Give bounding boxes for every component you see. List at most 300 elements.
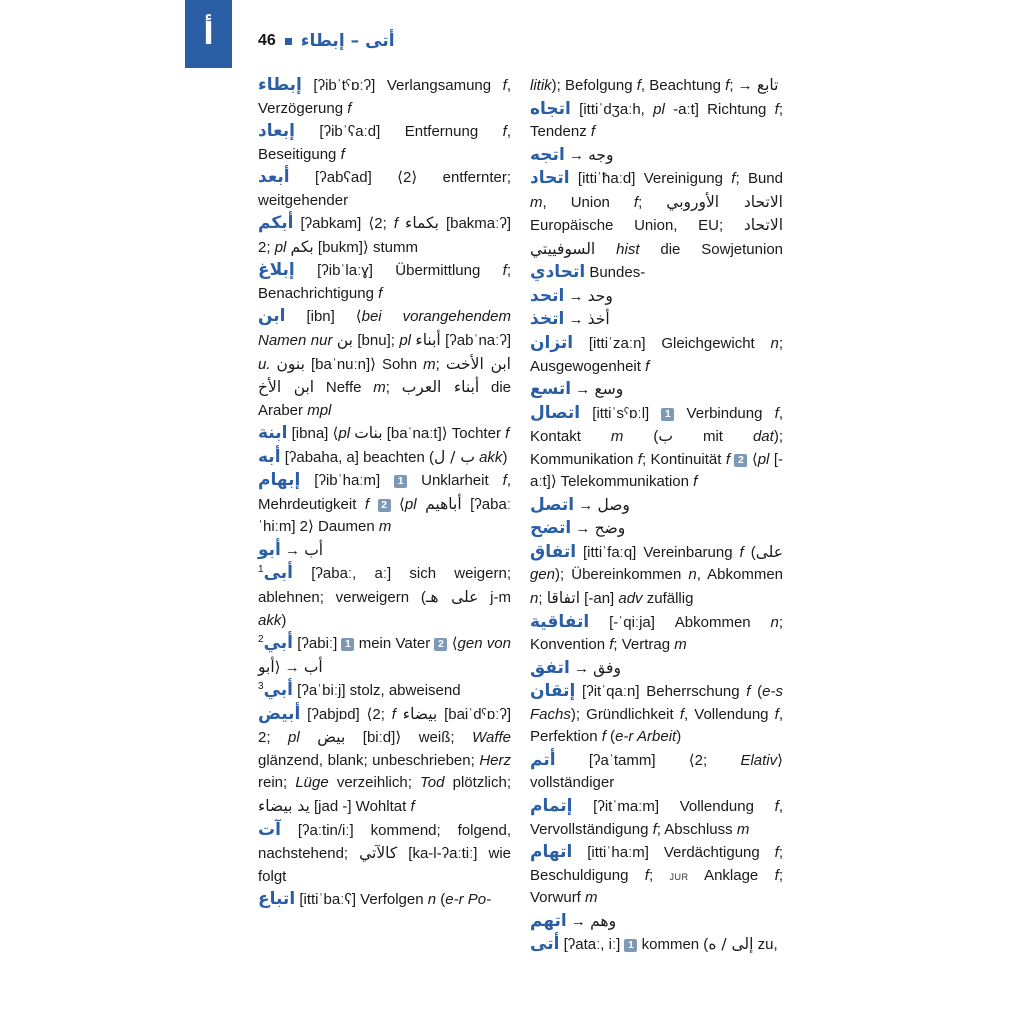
grammar-label: e-s Fachs [530, 683, 783, 723]
entry-text: → [564, 146, 589, 164]
dictionary-entry [530, 98, 783, 144]
grammar-label: pl [653, 100, 665, 118]
entry-text: ; [648, 866, 670, 884]
entry-text [369, 496, 378, 513]
grammar-label: m [423, 355, 436, 373]
grammar-label: n [688, 566, 697, 584]
entry-text: [ʔabaha, a] beachten ( [280, 448, 434, 466]
entry-text: Neffe [314, 379, 374, 397]
inline-arabic: بن [336, 331, 353, 350]
grammar-label: pl [274, 238, 287, 256]
inline-arabic: بنات [354, 424, 383, 443]
entry-text: zufällig [642, 590, 694, 608]
grammar-label: Waffe [472, 729, 511, 747]
entry-text: Verbindung [674, 404, 775, 422]
dictionary-entry [258, 212, 511, 259]
entry-text: ; Benachrichtigung [258, 262, 511, 302]
grammar-label: dat [752, 428, 774, 446]
entry-text: [ittiˈhaːm] Verdächtigung [572, 844, 775, 862]
entry-text: [ʔibˈhaːm] [300, 472, 395, 490]
inline-arabic: بكماء [405, 214, 439, 233]
entry-text: , Vervollständigung [530, 797, 783, 838]
entry-text: ) [676, 728, 682, 746]
grammar-label: akk [258, 611, 282, 629]
headword: اتحادي [530, 262, 586, 283]
headword: أبه [258, 446, 281, 467]
headword: ابن [258, 306, 286, 327]
entry-text: [biːd]⟩ weiß; [345, 729, 473, 747]
headword: أبعد [258, 167, 290, 188]
dictionary-entry [258, 539, 511, 563]
dictionary-entry [258, 259, 511, 305]
entry-text: ⟩ vollständiger [530, 751, 783, 792]
entry-text: [ka-l-ʔaːtiː] wie folgt [258, 845, 511, 885]
entry-text: [ʔitˈqaːn] Beherrschung [575, 683, 747, 701]
dictionary-entry [530, 541, 783, 611]
grammar-label: Tod [420, 774, 445, 792]
entry-text: mit [672, 428, 753, 446]
dictionary-entry [530, 285, 783, 309]
entry-text: ; Beschuldigung [530, 844, 783, 884]
grammar-label: f [774, 866, 779, 884]
dictionary-entry [258, 632, 511, 679]
sense-number-box: 1 [341, 638, 354, 651]
headword: ابنة [258, 423, 288, 444]
entry-text [396, 706, 403, 723]
entry-text: mein Vater [354, 635, 435, 653]
grammar-label: f [774, 797, 779, 815]
entry-text: ; Kontinuität [641, 450, 726, 468]
grammar-label: m [736, 820, 750, 838]
dictionary-entry [258, 120, 511, 166]
sense-number-box: 2 [734, 454, 747, 467]
grammar-label: Herz [479, 751, 511, 769]
grammar-label: f [633, 193, 639, 211]
entry-text: ⟨ [447, 635, 458, 653]
headword: اتصال [530, 402, 581, 423]
inline-arabic: وجه [588, 145, 614, 164]
dictionary-entry [258, 469, 511, 539]
grammar-label: litik [530, 77, 552, 94]
inline-arabic: وحد [587, 286, 613, 305]
entry-text: [ʔataː, iː] [559, 936, 625, 954]
entry-text: zu, [753, 936, 778, 954]
entry-text: [ʔabaː, aː] sich weigern; ablehnen; verweigern ( [258, 565, 511, 607]
inline-arabic: وسع [594, 380, 624, 399]
grammar-label: f [636, 77, 641, 94]
headword: اتجاه [530, 98, 571, 119]
entry-text [595, 241, 616, 258]
entry-text: [ʔabiː] [292, 635, 342, 653]
grammar-label: f [725, 450, 731, 468]
grammar-label: f [774, 404, 779, 422]
dictionary-entry [530, 167, 783, 285]
entry-text: Bundes- [585, 264, 646, 282]
headword: إبطاء [258, 75, 302, 95]
headword: اتخذ [530, 309, 565, 330]
entry-text: [ʔaˈbiːj] stolz, abweisend [292, 682, 461, 700]
page-header [258, 31, 395, 51]
entry-text: , Perfektion [530, 705, 783, 746]
dictionary-entry [530, 657, 783, 681]
grammar-label: u. [258, 355, 271, 373]
entry-text: , Mehrdeutigkeit [258, 472, 511, 513]
entry-text: rein; [258, 774, 296, 792]
dictionary-entry [258, 819, 511, 889]
headword: اتحد [530, 285, 565, 306]
guide-word-first: إبطاء [300, 31, 345, 51]
grammar-label: pl [399, 332, 411, 350]
entry-text: [ʔibˈʕaːd] Entfernung [294, 123, 503, 141]
thumb-tab-letter [185, 0, 232, 68]
dictionary-entry [530, 680, 783, 749]
inline-arabic: تابع [756, 76, 779, 94]
dictionary-entry [258, 74, 511, 120]
grammar-label: f [731, 170, 736, 188]
sense-number-box: 2 [378, 499, 391, 512]
dictionary-entry [530, 144, 783, 168]
entry-text: → [574, 496, 598, 514]
dictionary-entry [530, 933, 783, 957]
sense-number-box: 1 [394, 475, 407, 488]
entry-text: die Sowjetunion [639, 240, 784, 258]
inline-arabic: وهم [590, 911, 617, 930]
grammar-label: f [391, 705, 396, 723]
grammar-label: e-r Po- [445, 891, 492, 909]
entry-text: [ʔibˈtˤɒːʔ] Verlangsamung [301, 77, 503, 94]
header-square-bullet-icon [285, 38, 292, 45]
headword: اتجه [530, 144, 565, 165]
dictionary-entry [530, 517, 783, 541]
grammar-label: m [585, 889, 598, 907]
entry-text: ⟨ [747, 450, 758, 468]
headword: اتسع [530, 379, 572, 400]
field-label: jur [669, 867, 689, 883]
entry-text: ; Konvention [530, 613, 783, 654]
inline-arabic: أب [303, 657, 323, 676]
dictionary-entry [530, 795, 783, 841]
headword: أبو [258, 539, 281, 560]
dictionary-entry [258, 305, 511, 422]
dictionary-entry [530, 611, 783, 657]
entry-text: → [564, 311, 588, 329]
entry-text: plötzlich; [444, 774, 511, 792]
inline-arabic: الاتحاد السوفييتي [530, 216, 783, 258]
entry-text: ; [538, 590, 547, 608]
entry-text: [baˈnuːn]⟩ Sohn [304, 355, 424, 373]
homograph-number: 3 [258, 681, 264, 693]
inline-arabic: أبناء [415, 331, 441, 350]
entry-text: [ʔaːtin/iː] kommend; folgend, nachstehend; [258, 821, 511, 863]
inline-arabic: بنون [276, 354, 305, 373]
grammar-label: pl [288, 729, 300, 747]
entry-text: , Kontakt [530, 404, 783, 446]
grammar-label: gen [530, 566, 556, 584]
grammar-label: f [502, 77, 507, 94]
homograph-number: 2 [258, 634, 264, 646]
entry-text: [ʔabkam] ⟨2; [293, 215, 394, 233]
sense-number-box: 2 [434, 638, 447, 651]
grammar-label: f [645, 357, 650, 375]
entry-text: ; Vertrag [613, 636, 675, 654]
grammar-label: f [693, 473, 698, 491]
entry-text: ); Kommunikation [530, 428, 783, 468]
headword: اتضح [530, 518, 572, 539]
entry-text: [bukm]⟩ stumm [313, 238, 418, 256]
grammar-label: f [601, 728, 606, 746]
entry-text: [bnu]; [352, 332, 400, 350]
headword: إبهام [258, 470, 301, 491]
entry-text: ( [605, 728, 616, 746]
homograph-number: 1 [258, 564, 264, 576]
grammar-label: n [530, 590, 539, 608]
dictionary-entry [258, 679, 511, 703]
headword: أبيض [258, 703, 301, 724]
entry-text: [-aːt]⟩ Telekommunikation [530, 450, 783, 491]
grammar-label: Elativ [740, 751, 778, 769]
guide-word-last: أتى [365, 31, 395, 51]
grammar-label: f [347, 99, 352, 117]
entry-text: [ibn] ⟨ [285, 308, 362, 326]
grammar-label: akk [479, 448, 503, 466]
entry-text: ( [743, 543, 756, 561]
entry-text: ⟩ → [274, 658, 304, 676]
inline-arabic: الاتحاد الأوروبي [666, 192, 783, 211]
inline-arabic: بيض [317, 728, 346, 747]
inline-arabic: وفق [593, 658, 621, 677]
entry-text: ); Übereinkommen [555, 566, 689, 584]
entry-text: [ittiˈbaːʕ] Verfolgen [295, 891, 428, 909]
entry-text: [jad -] Wohltat [309, 797, 411, 815]
entry-text: ; Bund [735, 170, 783, 188]
dictionary-entry [530, 402, 783, 494]
left-column [258, 74, 511, 912]
inline-arabic: وضح [594, 519, 626, 538]
grammar-label: f [378, 284, 383, 302]
dictionary-entry [258, 446, 511, 470]
grammar-label: f [502, 123, 507, 141]
headword: اتفاق [530, 541, 577, 562]
grammar-label: f [739, 543, 744, 561]
entry-text: ( [436, 891, 446, 909]
grammar-label: f [364, 495, 370, 513]
entry-text: die Araber [258, 379, 511, 419]
headword: إتمام [530, 795, 573, 816]
entry-text: ; Vorwurf [530, 866, 783, 907]
headword: اتزان [530, 333, 574, 354]
headword: اتفق [530, 657, 570, 678]
entry-text: ) [502, 448, 508, 466]
headword: أبكم [258, 213, 294, 234]
entry-text: ; [638, 193, 667, 211]
entry-text: → [571, 381, 595, 399]
entry-text: ) [281, 611, 287, 629]
grammar-label: pl [404, 495, 417, 513]
headword: اتصل [530, 494, 575, 515]
grammar-label: n [770, 613, 779, 631]
entry-text: [ittiˈħaːd] Vereinigung [569, 170, 732, 188]
entry-text: , Abkommen [696, 566, 784, 584]
grammar-label: hist [616, 240, 640, 258]
entry-text: ( [623, 428, 659, 446]
entry-text: [bakmaːʔ] 2; [258, 215, 511, 256]
grammar-label: f [637, 450, 642, 468]
headword: آت [258, 819, 281, 840]
headword: اتفاقية [530, 611, 590, 632]
grammar-label: bei vorangehendem Namen nur [258, 308, 511, 350]
headword: اتحاد [530, 168, 570, 189]
grammar-label: pl [338, 425, 351, 443]
entry-text [300, 729, 318, 746]
grammar-label: f [774, 705, 779, 723]
headword: أبي [263, 633, 293, 654]
entry-text: , Beseitigung [258, 123, 511, 163]
entry-text [398, 215, 405, 232]
dictionary-entry [530, 494, 783, 518]
entry-text: j-m [478, 589, 511, 607]
entry-text: → [280, 541, 305, 559]
entry-text: ; → [729, 77, 757, 94]
inline-arabic: على هـ [425, 588, 479, 607]
grammar-label: gen von [457, 635, 511, 653]
dictionary-entry [258, 562, 511, 632]
entry-text: ; [435, 355, 446, 373]
entry-text: ); Gründlichkeit [570, 705, 680, 723]
entry-text: ( [750, 683, 763, 701]
entry-text: -aːt] Richtung [664, 100, 775, 118]
entry-text: [ittiˈzaːn] Gleichgewicht [573, 335, 771, 353]
entry-text: , Vollendung [683, 705, 775, 723]
grammar-label: m [530, 193, 543, 211]
grammar-label: f [410, 797, 415, 815]
inline-arabic: ب / ل [433, 447, 475, 466]
entry-text: [ʔaˈtamm] ⟨2; [555, 751, 741, 769]
entry-text: verzeihlich; [328, 774, 421, 792]
entry-text: [ittiˈfaːq] Vereinbarung [576, 543, 740, 561]
grammar-label: f [644, 866, 649, 884]
entry-text: [baˈnaːt]⟩ Tochter [382, 425, 506, 443]
inline-arabic: أب [304, 540, 324, 559]
headword: اتهم [530, 910, 567, 931]
entry-text: ; Tendenz [530, 100, 783, 141]
dictionary-entry [258, 166, 511, 212]
headword: إبلاغ [258, 260, 295, 281]
inline-arabic: كالآتي [359, 844, 398, 863]
entry-text: [-ˈqiːja] Abkommen [589, 613, 771, 631]
headword: اتهام [530, 842, 573, 863]
inline-arabic: أخذ [587, 310, 610, 329]
entry-text: [ʔabˈnaːʔ] [440, 332, 511, 350]
entry-text: → [566, 912, 591, 930]
dictionary-entry [530, 332, 783, 378]
inline-arabic: أبناء العرب [401, 378, 480, 397]
grammar-label: e-r Arbeit [615, 728, 677, 746]
guide-word-separator: – [350, 31, 360, 51]
dictionary-entry [530, 308, 783, 332]
grammar-label: Lüge [295, 774, 329, 792]
inline-arabic: إلى / ه [708, 935, 754, 954]
headword: أبي [263, 680, 293, 701]
grammar-label: m [378, 518, 392, 536]
entry-text: [baiˈdˤɒːʔ] 2; [258, 705, 511, 747]
headword: أتم [530, 749, 556, 770]
inline-arabic: ابن الأخت ابن الأخ [258, 354, 511, 397]
entry-text: [ʔibˈlaːɣ] Übermittlung [294, 262, 503, 280]
grammar-label: m [610, 428, 624, 446]
grammar-label: f [652, 820, 657, 838]
inline-arabic: على [755, 542, 783, 561]
entry-text: [ittiˈdʒaːh, [570, 100, 654, 118]
guide-words [301, 31, 395, 51]
inline-arabic: يد بيضاء [258, 796, 310, 815]
inline-arabic: بكم [290, 237, 314, 256]
dictionary-entry [530, 74, 783, 98]
entry-text: → [569, 659, 594, 677]
entry-text: ; [385, 379, 402, 397]
entry-text: ); Befolgung [551, 77, 637, 94]
entry-text: [ʔabaːˈhiːm] 2⟩ Daumen [258, 495, 511, 536]
entry-text [417, 496, 426, 513]
grammar-label: f [725, 77, 730, 94]
headword: أتى [530, 934, 560, 955]
entry-text: → [564, 287, 588, 305]
grammar-label: f [609, 636, 614, 654]
dictionary-entry [530, 841, 783, 910]
entry-text: Europäische Union, EU; [530, 217, 744, 235]
inline-arabic: أبو [258, 657, 275, 676]
dictionary-entry [258, 888, 511, 912]
dictionary-entry [530, 378, 783, 402]
dictionary-entry [530, 749, 783, 795]
grammar-label: pl [757, 450, 770, 468]
entry-text: glänzend, blank; unbeschrieben; [258, 751, 480, 769]
grammar-label: adv [618, 590, 643, 608]
grammar-label: f [774, 100, 779, 118]
grammar-label: f [774, 844, 779, 862]
right-column [530, 74, 783, 957]
headword: إتقان [530, 681, 576, 702]
entry-text: [ʔitˈmaːm] Vollendung [572, 797, 775, 815]
entry-text: [ʔabʕad] ⟨2⟩ entfernter; weitgehender [258, 169, 511, 209]
dictionary-entry [258, 422, 511, 446]
dictionary-entry [258, 703, 511, 819]
grammar-label: f [746, 683, 751, 701]
grammar-label: m [674, 636, 687, 654]
inline-arabic: وصل [597, 495, 630, 514]
sense-number-box: 1 [624, 939, 637, 952]
headword: اتباع [258, 889, 296, 910]
inline-arabic: ب [658, 427, 673, 446]
grammar-label: f [502, 262, 507, 280]
grammar-label: n [427, 891, 437, 909]
headword: أبى [263, 563, 293, 584]
grammar-label: n [770, 335, 779, 353]
entry-text: kommen ( [637, 936, 709, 954]
tab-letter-label: أ [203, 16, 214, 52]
inline-arabic: أباهيم [425, 494, 462, 513]
entry-text: ; Abschluss [656, 820, 737, 838]
entry-text: Anklage [688, 866, 775, 884]
grammar-label: f [679, 705, 684, 723]
entry-text: ⟨ [390, 495, 405, 513]
inline-arabic: بيضاء [402, 704, 438, 723]
entry-text: ; Ausgewogenheit [530, 335, 783, 375]
entry-text: [ittiˈsˤɒːl] [580, 404, 662, 422]
page-number: 46 [258, 32, 276, 49]
entry-text: [ʔabjɒd] ⟨2; [300, 705, 392, 723]
entry-text: → [571, 520, 595, 538]
headword: إبعاد [258, 121, 295, 142]
